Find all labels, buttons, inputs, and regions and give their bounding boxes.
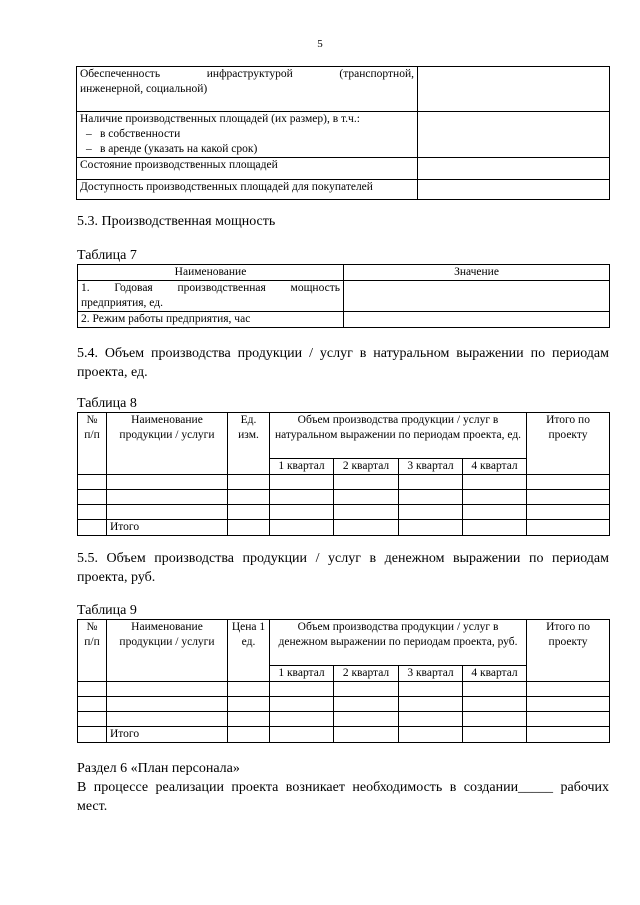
table-row [78,490,610,505]
quarter-header: 1 квартал [270,459,334,475]
table-cell [78,281,344,312]
paragraph [77,778,609,816]
value-cell [418,180,610,200]
row-label: Состояние производственных площадей [77,158,418,180]
row-label: Наличие производственных площадей (их размер), в т.ч.: [80,113,360,125]
heading-line: 5.4. Объем производства продукции / услуг в натуральном выражении по периодам [77,346,609,361]
column-header: Ед. изм. [228,413,270,475]
paragraph-line: В процессе реализации проекта возникает необходимость в создании_____ рабочих [77,780,609,795]
row-label-continued: инженерной, социальной) [80,83,208,95]
table-row [77,67,610,112]
table-total-row [78,520,610,536]
row-label-continued: предприятия, ед. [81,297,163,309]
quarter-header: 3 квартал [399,666,463,682]
page-number: 5 [317,38,323,50]
value-cell [418,158,610,180]
value-cell [418,112,610,158]
table-cell [77,112,418,158]
heading-line: 5.5. Объем производства продукции / услуг в денежном выражении по периодам [77,551,609,566]
table-header-row [78,620,610,666]
quarter-header: 2 квартал [334,459,399,475]
heading-line: проекта, руб. [77,570,156,585]
table-8 [77,412,610,536]
table-header-row [78,265,610,281]
row-label: 1. Годовая производственная мощность [81,282,340,294]
column-header: Значение [344,265,610,281]
column-header: Объем производства продукции / услуг в натуральном выражении по периодам проекта, ед. [270,413,527,459]
table-row [77,158,610,180]
column-header: № п/п [78,620,107,682]
column-header: Наименование продукции / услуги [107,620,228,682]
section-heading [77,344,609,382]
quarter-header: 4 квартал [463,459,527,475]
value-cell [344,281,610,312]
row-label: 2. Режим работы предприятия, час [78,312,344,328]
column-header: Цена 1 ед. [228,620,270,682]
list-item: – в собственности [80,127,414,142]
table-row [78,712,610,727]
column-header: Наименование [78,265,344,281]
table-cell [77,67,418,112]
value-cell [418,67,610,112]
column-header: Итого по проекту [527,413,610,475]
table-9 [77,619,610,743]
table-caption: Таблица 8 [77,396,137,411]
row-label: Доступность производственных площадей для покупателей [77,180,418,200]
table-caption: Таблица 7 [77,248,137,263]
table-row [78,505,610,520]
column-header: № п/п [78,413,107,475]
table-row [77,180,610,200]
table-row [78,281,610,312]
table-total-row [78,727,610,743]
total-label: Итого [107,727,228,743]
dash-list [80,127,414,157]
paragraph-line: мест. [77,799,108,814]
quarter-header: 4 квартал [463,666,527,682]
quarter-header: 2 квартал [334,666,399,682]
quarter-header: 3 квартал [399,459,463,475]
table-row [78,312,610,328]
list-item: – в аренде (указать на какой срок) [80,142,414,157]
heading-line: проекта, ед. [77,365,148,380]
table-caption: Таблица 9 [77,603,137,618]
section-heading [77,549,609,587]
table-row [78,682,610,697]
table-row [78,697,610,712]
column-header: Наименование продукции / услуги [107,413,228,475]
quarter-header: 1 квартал [270,666,334,682]
table-7 [77,264,610,328]
infrastructure-table [76,66,610,200]
table-header-row [78,413,610,459]
column-header: Итого по проекту [527,620,610,682]
column-header: Объем производства продукции / услуг в денежном выражении по периодам проекта, руб. [270,620,527,666]
section-heading: 5.3. Производственная мощность [77,214,276,229]
row-label: Обеспеченность инфраструктурой (транспортной, [80,68,414,80]
total-label: Итого [107,520,228,536]
value-cell [344,312,610,328]
section-title: Раздел 6 «План персонала» [77,761,240,776]
table-row [78,475,610,490]
table-row [77,112,610,158]
